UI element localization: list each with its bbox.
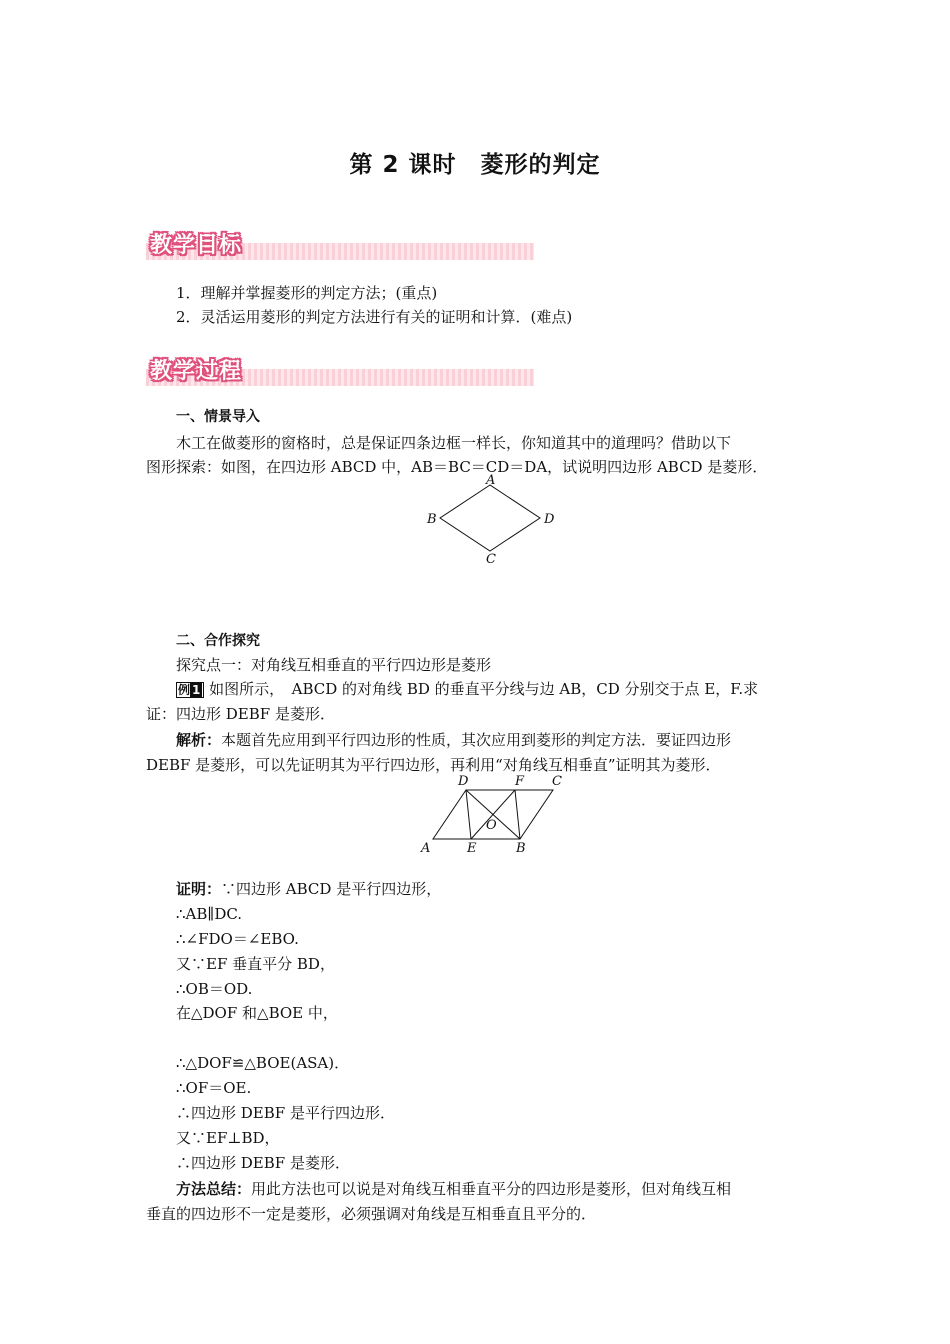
summary-label: 方法总结： bbox=[176, 1180, 252, 1198]
proof-line-8: ∴四边形 DEBF 是平行四边形． bbox=[176, 1104, 395, 1122]
figure-label-e: E bbox=[467, 841, 477, 856]
analysis-text-1: 本题首先应用到平行四边形的性质，其次应用到菱形的判定方法．要证四边形 bbox=[221, 731, 732, 749]
figure-label-f: F bbox=[515, 774, 525, 789]
example-badge: 例 1 bbox=[176, 682, 204, 698]
explore-point-1: 探究点一：对角线互相垂直的平行四边形是菱形 bbox=[176, 656, 492, 674]
rhombus-label-a: A bbox=[486, 473, 496, 488]
analysis-line2: DEBF 是菱形，可以先证明其为平行四边形，再利用“对角线互相垂直”证明其为菱形． bbox=[146, 756, 721, 774]
proof-line-0 bbox=[176, 879, 441, 899]
figure-label-c: C bbox=[552, 774, 562, 789]
section-label-goals: 教学目标 bbox=[150, 233, 243, 258]
proof-line-9: 又∵EF⊥BD， bbox=[176, 1129, 280, 1147]
figure-label-a: A bbox=[421, 841, 431, 856]
segment-de bbox=[466, 790, 471, 839]
summary-text-1: 用此方法也可以说是对角线互相垂直平分的四边形是菱形，但对角线互相 bbox=[251, 1180, 732, 1198]
proof-line-5: 在△DOF 和△BOE 中， bbox=[176, 1004, 338, 1022]
example-line2: 证：四边形 DEBF 是菱形． bbox=[146, 705, 335, 723]
rhombus-label-c: C bbox=[486, 552, 496, 567]
section-label-process: 教学过程 bbox=[150, 359, 243, 384]
part2-heading: 二、合作探究 bbox=[176, 633, 260, 649]
rhombus-figure bbox=[420, 472, 560, 567]
goal-item-2: 2．灵活运用菱形的判定方法进行有关的证明和计算．(难点) bbox=[176, 308, 573, 326]
part1-text-line1: 木工在做菱形的窗格时，总是保证四条边框一样长，你知道其中的道理吗？借助以下 bbox=[176, 434, 732, 452]
proof-line-1: ∴AB∥DC. bbox=[176, 905, 243, 923]
analysis-line1 bbox=[176, 730, 731, 750]
goal-item-1: 1．理解并掌握菱形的判定方法；(重点) bbox=[176, 284, 438, 302]
part1-text-line2: 图形探索：如图，在四边形 ABCD 中，AB＝BC＝CD＝DA，试说明四边形 ABCD 是菱形． bbox=[146, 458, 768, 476]
proof-label: 证明： bbox=[176, 880, 222, 898]
example-line1 bbox=[176, 679, 758, 699]
proof-line-4: ∴OB＝OD. bbox=[176, 980, 253, 998]
summary-line1 bbox=[176, 1179, 731, 1199]
figure-label-d: D bbox=[458, 774, 469, 789]
rhombus-label-d: D bbox=[544, 512, 555, 527]
figure-label-b: B bbox=[516, 841, 526, 856]
proof-line-10: ∴四边形 DEBF 是菱形． bbox=[176, 1154, 350, 1172]
figure-label-o: O bbox=[486, 818, 497, 833]
proof-line-3: 又∵EF 垂直平分 BD， bbox=[176, 955, 335, 973]
page-title: 第 2 课时 菱形的判定 bbox=[349, 152, 601, 178]
proof-line-6: ∴△DOF≌△BOE(ASA)． bbox=[176, 1054, 350, 1072]
proof-line-7: ∴OF＝OE. bbox=[176, 1079, 252, 1097]
example-text-1: 如图所示， ABCD 的对角线 BD 的垂直平分线与边 AB，CD 分别交于点 E，F.求 bbox=[209, 680, 759, 698]
rhombus-shape bbox=[440, 485, 540, 551]
rhombus-label-b: B bbox=[427, 512, 437, 527]
proof-first: ∵四边形 ABCD 是平行四边形， bbox=[221, 880, 442, 898]
summary-line2: 垂直的四边形不一定是菱形，必须强调对角线是互相垂直且平分的． bbox=[146, 1205, 597, 1223]
proof-line-2: ∴∠FDO＝∠EBO. bbox=[176, 930, 299, 948]
parallelogram-figure bbox=[415, 772, 565, 862]
analysis-label: 解析： bbox=[176, 731, 222, 749]
segment-fb bbox=[515, 790, 520, 839]
part1-heading: 一、情景导入 bbox=[176, 409, 260, 425]
